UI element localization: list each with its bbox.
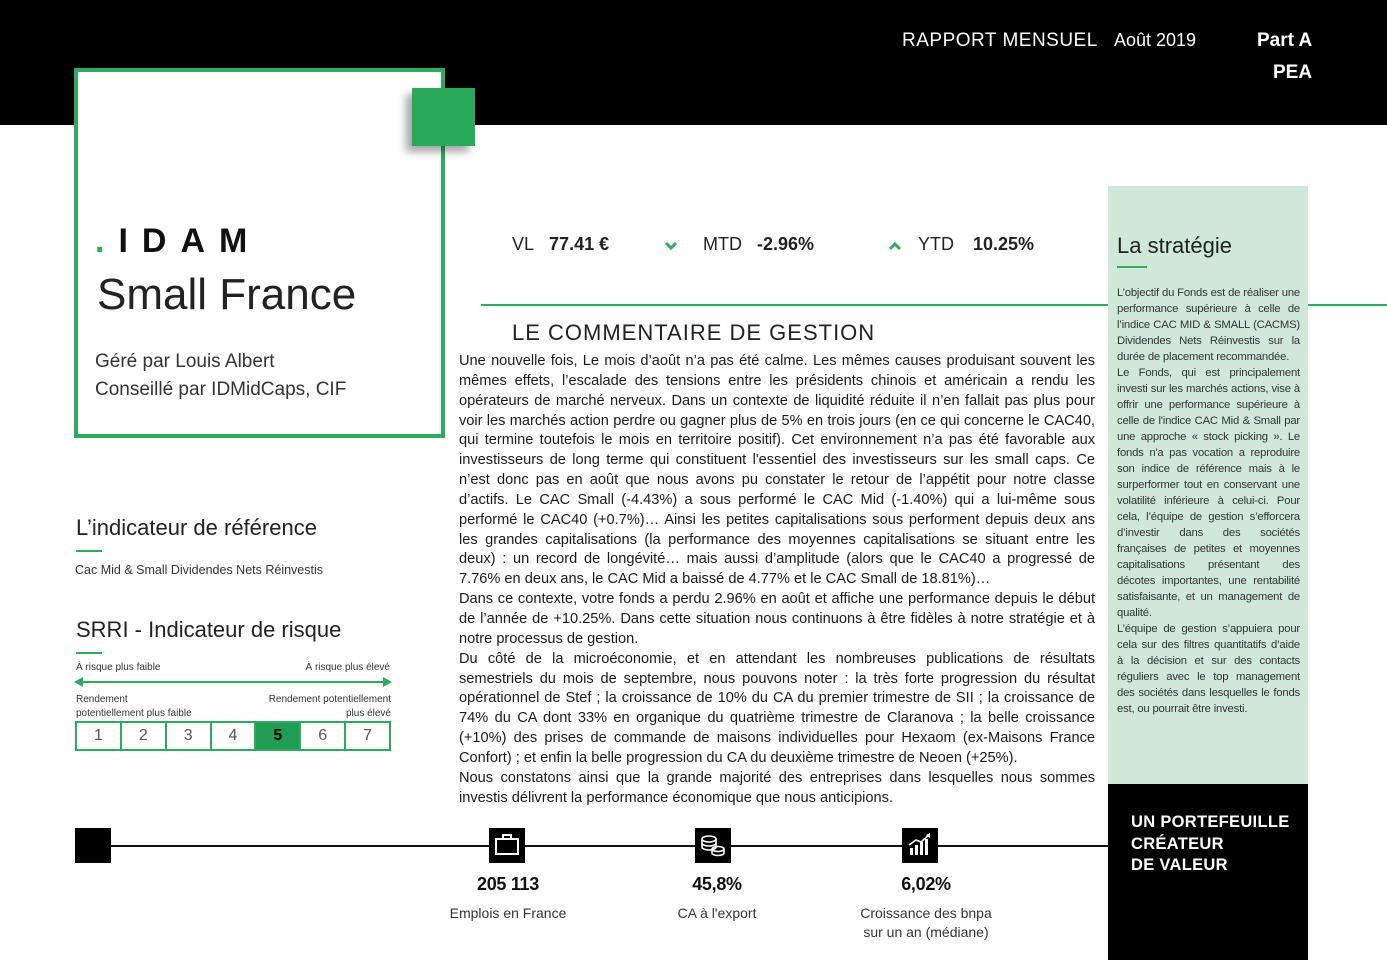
vl-label: VL: [512, 234, 535, 254]
kpi-ytd: [918, 234, 954, 255]
report-title: RAPPORT MENSUEL: [902, 30, 1098, 51]
srri-level: 6: [301, 723, 346, 749]
vl-value: 77.41 €: [549, 234, 610, 254]
reference-index: Cac Mid & Small Dividendes Nets Réinvestis: [75, 563, 324, 577]
idam-logo: .IDAM: [95, 222, 262, 260]
reference-underline: [76, 550, 102, 552]
stat-jobs-value: 205 113: [477, 874, 539, 894]
coins-icon: [695, 828, 731, 863]
srri-level: 1: [77, 723, 122, 749]
kpi-vl: [512, 234, 609, 255]
strategy-body: [1117, 285, 1300, 717]
briefcase-icon: [489, 828, 525, 863]
srri-level: 2: [122, 723, 167, 749]
ytd-value: 10.25%: [973, 234, 1035, 254]
srri-level: 7: [363, 727, 373, 744]
kpi-mtd: [703, 234, 814, 255]
stat-export-label: CA à l'export: [677, 905, 757, 921]
stat-jobs-label: Emplois en France: [449, 905, 567, 921]
stat-eps-growth-value: 6,02%: [901, 874, 951, 894]
timeline-start-square: [75, 828, 111, 863]
srri-title: SRRI - Indicateur de risque: [76, 617, 342, 642]
commentary-paragraph: Dans ce contexte, votre fonds a perdu 2.96% en août et affiche une performance depuis le début de l’année de +10.25%. Dans cette situation nous continuons à être fidèles à notre stratégie et à notre processus de gestion.: [459, 591, 1095, 647]
commentary-paragraph: Du côté de la microéconomie, et en attendant les nombreuses publications de résultats semestriels du mois de septembre, nous pouvons noter : la très forte progression du résultat opérationnel de Stef ; la croissance de 10% du CA du premier trimestre de SII ; la croissance de 74% du CA dont 33% en organique du quatrième trimestre de Claranova ; la belle croissance (+10%) des prises de commande de maisons individuelles pour Hexaom (ex-Maisons France Confort) ; et enfin la belle progression du CA du deuxième trimestre de Neoen (+25%).: [459, 650, 1095, 766]
fund-advisor: Conseillé par IDMidCaps, CIF: [95, 379, 347, 400]
growth-chart-icon: [902, 828, 938, 863]
fund-manager: Géré par Louis Albert: [95, 351, 275, 372]
srri-scale: [75, 721, 391, 751]
srri-underline: [76, 652, 102, 654]
commentary-body: [459, 352, 1095, 808]
commentary-paragraph: Une nouvelle fois, Le mois d’août n’a pas été calme. Les mêmes causes produisant souvent les mêmes effets, l’escalade des tensions entre les présidents chinois et américain a rendu les opérateurs de marché nerveux. Dans un contexte de liquidité réduite il n’en fallait pas plus pour voir les marchés action perdre ou gagner plus de 5% en trois jours (en ce qui concerne le CAC40, qui termine toutefois le mois en territoire positif). Cet environnement n’a pas été favorable aux investisseurs de long terme qui constituent l'essentiel des investisseurs sur les small caps. Ce n’est donc pas en août que nous avons pu constater le retour de l’appétit pour notre classe d’actifs. Le CAC Small (-4.43%) a sous performé le CAC Mid (-1.40%) qui a lui-même sous performé le CAC40 (+0.7%)… Ainsi les petites capitalisations sous performent depuis deux ans les grandes capitalisations (la performance des moyennes capitalisations se situant entre les deux) : un record de longévité… mais aussi d’amplitude (alors que le CAC40 a progressé de 7.76% en deux ans, le CAC Mid a baissé de 4.77% et le CAC Small de 18.81%)…: [459, 353, 1095, 588]
risk-double-arrow-icon: [74, 676, 392, 688]
stats-timeline: [110, 845, 1110, 847]
strategy-paragraph: L’objectif du Fonds est de réaliser une performance supérieure à celle de l’indice CAC MID & SMALL (CACMS) Dividendes Nets Réinvestis sur la durée de placement recommandée.: [1117, 287, 1300, 363]
mtd-value: -2.96%: [757, 234, 815, 254]
ytd-value-wrap: [973, 234, 1034, 255]
chevron-down-icon: [664, 240, 678, 252]
strategy-paragraph: Le Fonds, qui est principalement investi sur les marchés actions, vise à offrir une performance supérieure à celle de l'indice CAC Mid & Small par une approche « stock picking ». Le fonds n'a pas vocation a reproduire son indice de référence mais à le surperformer tout en conservant une volatilité inférieure à celui-ci. Pour cela, l’équipe de gestion s’efforcera d’investir dans des sociétés françaises de petites et moyennes capitalisations présentant des décotes importantes, une rentabilité satisfaisante, et un management de qualité.: [1117, 367, 1300, 619]
portfolio-callout-text: UN PORTEFEUILLE CRÉATEUR DE VALEUR: [1131, 813, 1290, 874]
srri-level: 3: [167, 723, 212, 749]
ytd-label: YTD: [918, 234, 954, 254]
reference-title: L’indicateur de référence: [76, 515, 317, 540]
fund-management: [95, 348, 346, 404]
decorative-green-square: [412, 88, 475, 146]
srri-level: 4: [212, 723, 257, 749]
risk-high-label: À risque plus élevé: [305, 662, 390, 673]
account-type: PEA: [1273, 62, 1313, 83]
srri-level-selected: 5: [256, 723, 301, 749]
report-date: Août 2019: [1114, 30, 1197, 50]
mtd-label: MTD: [703, 234, 742, 254]
stat-export-value: 45,8%: [692, 874, 742, 894]
risk-low-label: À risque plus faible: [76, 662, 161, 673]
return-high-label: Rendement potentiellement plus élevé: [268, 694, 391, 719]
fund-name: Small France: [97, 270, 357, 319]
commentary-title: LE COMMENTAIRE DE GESTION: [512, 320, 876, 345]
strategy-underline: [1117, 266, 1147, 268]
commentary-paragraph: Nous constatons ainsi que la grande majorité des entreprises dans lesquelles nous sommes investis délivrent la performance économique que nous anticipions.: [459, 769, 1095, 806]
return-low-label: Rendement potentiellement plus faible: [76, 694, 192, 719]
share-class: Part A: [1257, 30, 1313, 51]
stat-eps-growth-label: Croissance des bnpa sur un an (médiane): [860, 905, 992, 940]
strategy-paragraph: L’équipe de gestion s’appuiera pour cela sur des filtres quantitatifs d’aide à la décision et sur des contacts réguliers avec le top management des sociétés dans lesquelles le fonds est, ou pourrait être investi.: [1117, 623, 1300, 715]
strategy-title: La stratégie: [1117, 233, 1232, 258]
chevron-up-icon: [888, 240, 902, 252]
